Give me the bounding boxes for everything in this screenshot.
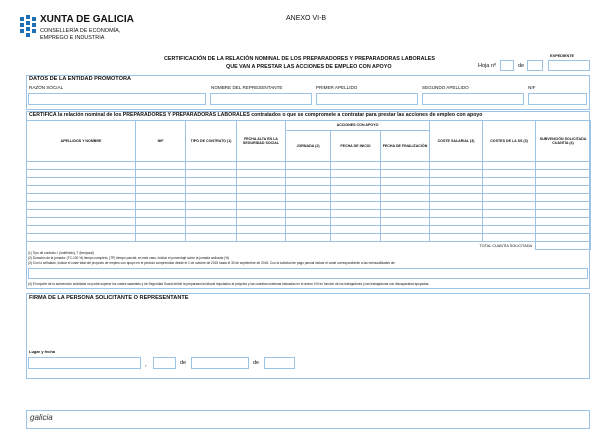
table-cell[interactable] <box>237 210 286 218</box>
table-row <box>27 162 591 170</box>
table-cell[interactable] <box>430 210 483 218</box>
table-cell[interactable] <box>483 218 536 226</box>
table-cell[interactable] <box>331 226 381 234</box>
sheet-number-field[interactable] <box>500 60 514 71</box>
table-cell[interactable] <box>430 194 483 202</box>
table-cell[interactable] <box>136 234 186 242</box>
table-cell[interactable] <box>136 186 186 194</box>
table-cell[interactable] <box>536 178 591 186</box>
place-date-label: Lugar y fecha <box>29 349 56 354</box>
table-cell[interactable] <box>27 234 136 242</box>
table-cell[interactable] <box>286 178 331 186</box>
table-cell[interactable] <box>136 226 186 234</box>
table-cell[interactable] <box>237 170 286 178</box>
table-cell[interactable] <box>430 226 483 234</box>
table-cell[interactable] <box>430 218 483 226</box>
table-cell[interactable] <box>483 202 536 210</box>
table-cell[interactable] <box>286 186 331 194</box>
table-cell[interactable] <box>186 218 237 226</box>
table-cell[interactable] <box>381 178 430 186</box>
table-cell[interactable] <box>136 194 186 202</box>
table-cell[interactable] <box>483 162 536 170</box>
table-cell[interactable] <box>536 170 591 178</box>
table-cell[interactable] <box>237 234 286 242</box>
date-de1: de <box>180 360 187 366</box>
table-cell[interactable] <box>237 162 286 170</box>
annex-label: ANEXO VI-B <box>286 15 327 22</box>
group-acciones-header: ACCIONES CON APOYO <box>286 121 430 131</box>
table-cell[interactable] <box>483 186 536 194</box>
table-cell[interactable] <box>483 210 536 218</box>
table-cell[interactable] <box>186 202 237 210</box>
table-cell[interactable] <box>536 234 591 242</box>
table-cell[interactable] <box>237 186 286 194</box>
table-cell[interactable] <box>27 202 136 210</box>
table-cell[interactable] <box>136 210 186 218</box>
months-field[interactable] <box>28 268 588 279</box>
table-cell[interactable] <box>483 170 536 178</box>
table-cell[interactable] <box>286 218 331 226</box>
table-cell[interactable] <box>27 170 136 178</box>
sheet-of-label: de <box>518 63 525 69</box>
table-cell[interactable] <box>136 218 186 226</box>
table-cell[interactable] <box>430 186 483 194</box>
table-cell[interactable] <box>381 218 430 226</box>
footer-bar <box>26 410 590 429</box>
table-cell[interactable] <box>27 226 136 234</box>
table-cell[interactable] <box>186 194 237 202</box>
table-cell[interactable] <box>286 210 331 218</box>
table-cell[interactable] <box>430 170 483 178</box>
nif-field[interactable] <box>528 93 587 105</box>
table-cell[interactable] <box>27 186 136 194</box>
note-3: (3) Con lo señalado, indicar el coste total del proyecto de empleo con apoyo en el período comprendido desde el 1 de octubre de 2015 hasta el 30 de septiembre de 2016. Con la solicitud de pago parcial indicar el coste correspondiente a las mensualidades de: <box>28 261 396 265</box>
form-title-line1: CERTIFICACIÓN DE LA RELACIÓN NOMINAL DE LOS PREPARADORES Y PREPARADORAS LABORALES <box>164 56 435 62</box>
date-de2: de <box>253 360 260 366</box>
month-field[interactable] <box>191 357 249 369</box>
table-cell[interactable] <box>381 210 430 218</box>
table-row <box>27 170 591 178</box>
rep-name-field[interactable] <box>210 93 312 105</box>
razon-social-label: RAZÓN SOCIAL <box>29 85 64 90</box>
dept-line1: CONSELLERÍA DE ECONOMÍA, <box>40 28 121 34</box>
table-cell[interactable] <box>483 178 536 186</box>
surname2-field[interactable] <box>422 93 524 105</box>
table-cell[interactable] <box>331 218 381 226</box>
table-cell[interactable] <box>186 170 237 178</box>
table-cell[interactable] <box>286 202 331 210</box>
table-row <box>27 202 591 210</box>
galicia-logo: galicia <box>30 413 53 422</box>
table-cell[interactable] <box>381 234 430 242</box>
col-contract-header: TIPO DE CONTRATO (1) <box>186 121 237 162</box>
rep-name-label: NOMBRE DEL REPRESENTANTE <box>211 85 283 90</box>
table-cell[interactable] <box>381 202 430 210</box>
table-cell[interactable] <box>536 202 591 210</box>
table-cell[interactable] <box>381 226 430 234</box>
table-row <box>27 178 591 186</box>
total-label: TOTAL CUANTÍA SOLICITADA <box>27 242 536 250</box>
table-cell[interactable] <box>186 226 237 234</box>
table-cell[interactable] <box>237 202 286 210</box>
table-row <box>27 218 591 226</box>
table-cell[interactable] <box>331 178 381 186</box>
table-cell[interactable] <box>136 178 186 186</box>
form-title-line2: QUE VAN A PRESTAR LAS ACCIONES DE EMPLEO CON APOYO <box>226 64 392 70</box>
table-cell[interactable] <box>381 170 430 178</box>
table-cell[interactable] <box>536 194 591 202</box>
table-cell[interactable] <box>430 234 483 242</box>
place-comma: , <box>145 362 147 368</box>
table-cell[interactable] <box>237 226 286 234</box>
note-2: (2) Duración de la jornada: (TC-100 %) tiempo completo, (TP) tiempo parcial; en este caso, indicar el porcentaje sobre la jornada ordinaria (%) <box>28 256 230 260</box>
table-cell[interactable] <box>536 210 591 218</box>
table-cell[interactable] <box>286 194 331 202</box>
col-end-header: FECHA DE FINALIZACIÓN <box>381 131 430 162</box>
razon-social-field[interactable] <box>28 93 206 105</box>
table-row <box>27 210 591 218</box>
nif-label: NIF <box>528 85 536 90</box>
table-cell[interactable] <box>430 162 483 170</box>
table-cell[interactable] <box>186 186 237 194</box>
table-cell[interactable] <box>536 186 591 194</box>
table-cell[interactable] <box>286 234 331 242</box>
table-cell[interactable] <box>331 186 381 194</box>
day-field[interactable] <box>153 357 176 369</box>
table-cell[interactable] <box>186 234 237 242</box>
col-subsidy-header: SUBVENCIÓN SOLICITADA CUANTÍA (4) <box>536 121 591 162</box>
table-cell[interactable] <box>536 162 591 170</box>
table-cell[interactable] <box>536 226 591 234</box>
col-ss-date-header: FECHA ALTA EN LA SEGURIDAD SOCIAL <box>237 121 286 162</box>
col-jornada-header: JORNADA (2) <box>286 131 331 162</box>
table-cell[interactable] <box>483 234 536 242</box>
entity-section-title: DATOS DE LA ENTIDAD PROMOTORA <box>29 76 132 82</box>
table-cell[interactable] <box>331 234 381 242</box>
surname1-label: PRIMER APELLIDO <box>316 85 358 90</box>
table-cell[interactable] <box>483 226 536 234</box>
table-cell[interactable] <box>286 170 331 178</box>
expediente-field[interactable] <box>548 60 590 71</box>
table-cell[interactable] <box>381 194 430 202</box>
table-cell[interactable] <box>27 178 136 186</box>
table-cell[interactable] <box>27 194 136 202</box>
table-cell[interactable] <box>331 202 381 210</box>
note-4: (4) El importe de la subvención solicitada no podrá superar los costes salariales y de Seguridad Social del/de la preparador/a laboral imputados al proyecto y las cuantías máximas indicadas en el anexo VIII en función de los trabajadores y las trabajadoras con discapacidad apoyadas. <box>28 282 430 286</box>
sheet-label: Hoja nº <box>478 63 496 69</box>
table-cell[interactable] <box>237 218 286 226</box>
table-cell[interactable] <box>27 210 136 218</box>
table-cell[interactable] <box>286 226 331 234</box>
table-cell[interactable] <box>331 170 381 178</box>
signature-title: FIRMA DE LA PERSONA SOLICITANTE O REPRESENTANTE <box>29 295 189 301</box>
col-nif-header: NIF <box>136 121 186 162</box>
note-1: (1) Tipo de contrato: I (indefinido), T (temporal) <box>28 251 94 255</box>
col-names-header: APELLIDOS Y NOMBRE <box>27 121 136 162</box>
table-cell[interactable] <box>381 186 430 194</box>
table-cell[interactable] <box>331 210 381 218</box>
table-cell[interactable] <box>237 194 286 202</box>
table-cell[interactable] <box>483 194 536 202</box>
table-cell[interactable] <box>430 202 483 210</box>
certifica-title: CERTIFICA la relación nominal de los PREPARADORES Y PREPARADORAS LABORALES contratados o que se compromete a contratar para prestar las acciones de empleo con apoyo <box>29 112 483 118</box>
preparadores-table <box>26 120 591 250</box>
place-field[interactable] <box>28 357 141 369</box>
total-row <box>27 242 591 250</box>
table-row <box>27 186 591 194</box>
table-row <box>27 226 591 234</box>
sheet-total-field[interactable] <box>527 60 543 71</box>
table-cell[interactable] <box>136 162 186 170</box>
expediente-label: EXPEDIENTE <box>550 54 575 58</box>
total-amount-field[interactable] <box>536 242 591 250</box>
table-cell[interactable] <box>331 194 381 202</box>
table-cell[interactable] <box>536 218 591 226</box>
table-cell[interactable] <box>286 162 331 170</box>
table-row <box>27 234 591 242</box>
table-cell[interactable] <box>27 218 136 226</box>
table-cell[interactable] <box>331 162 381 170</box>
table-cell[interactable] <box>136 170 186 178</box>
year-field[interactable] <box>264 357 295 369</box>
surname1-field[interactable] <box>316 93 418 105</box>
col-start-header: FECHA DE INICIO <box>331 131 381 162</box>
surname2-label: SEGUNDO APELLIDO <box>422 85 469 90</box>
table-row <box>27 194 591 202</box>
table-cell[interactable] <box>237 178 286 186</box>
table-cell[interactable] <box>186 210 237 218</box>
dept-line2: EMPREGO E INDUSTRIA <box>40 35 105 41</box>
table-cell[interactable] <box>27 162 136 170</box>
col-ss-costs-header: COSTES DE LA SS (3) <box>483 121 536 162</box>
table-cell[interactable] <box>430 178 483 186</box>
col-salary-header: COSTE SALARIAL (3) <box>430 121 483 162</box>
table-cell[interactable] <box>381 162 430 170</box>
table-cell[interactable] <box>186 162 237 170</box>
table-cell[interactable] <box>136 202 186 210</box>
org-name: XUNTA DE GALICIA <box>40 14 134 25</box>
table-cell[interactable] <box>186 178 237 186</box>
